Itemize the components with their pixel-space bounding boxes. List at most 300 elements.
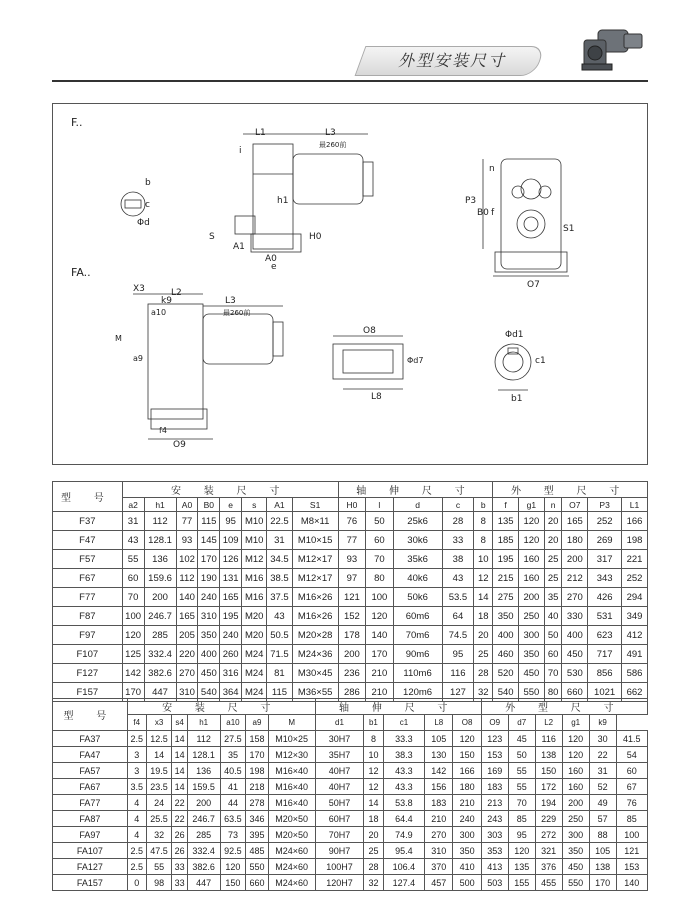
table-cell: 376 xyxy=(535,859,562,875)
model-header: 型 号 xyxy=(53,699,128,731)
table-cell: 28 xyxy=(364,859,383,875)
table-cell: 194 xyxy=(535,795,562,811)
table-cell: 25.5 xyxy=(146,811,172,827)
table-cell: 200 xyxy=(519,588,545,607)
table-cell: 145 xyxy=(198,531,220,550)
table-cell: 200 xyxy=(144,588,176,607)
table-cell: 35 xyxy=(544,588,562,607)
table-cell: 128.1 xyxy=(144,531,176,550)
gear-motor-icon xyxy=(576,22,646,74)
group-header: 轴 伸 尺 寸 xyxy=(338,482,493,498)
table-cell: 63.5 xyxy=(220,811,246,827)
label-k9: k9 xyxy=(161,296,172,306)
table-cell: 53.8 xyxy=(383,795,425,811)
table-cell: 120 xyxy=(366,607,393,626)
table-cell: 57 xyxy=(589,811,616,827)
table-cell: 2.5 xyxy=(127,731,146,747)
table-cell: 38.3 xyxy=(383,747,425,763)
table-cell: 531 xyxy=(588,607,622,626)
table-cell: 38 xyxy=(442,550,474,569)
label-a1: A1 xyxy=(233,242,245,252)
table-cell: 14 xyxy=(474,588,493,607)
table-cell: 350 xyxy=(562,843,589,859)
table-cell: 127.4 xyxy=(383,875,425,891)
table-cell: 77 xyxy=(176,512,198,531)
table-cell: M24×60 xyxy=(268,875,315,891)
table-cell: 67 xyxy=(616,779,647,795)
table-cell: M20 xyxy=(242,607,267,626)
label-h1: h1 xyxy=(277,196,289,206)
table-cell: 90H7 xyxy=(315,843,364,859)
column-header: S1 xyxy=(292,498,338,512)
table-cell: 43.3 xyxy=(383,779,425,795)
table-cell: 98 xyxy=(146,875,172,891)
table-cell: 200 xyxy=(187,795,220,811)
table-cell: 112 xyxy=(176,569,198,588)
table-cell: 105 xyxy=(589,843,616,859)
table-cell: 212 xyxy=(562,569,588,588)
technical-drawing xyxy=(52,103,648,465)
column-header: a2 xyxy=(122,498,144,512)
table-cell: 71.5 xyxy=(267,645,292,664)
table-cell: 123 xyxy=(481,731,508,747)
table-cell: 270 xyxy=(425,827,453,843)
table-cell: 210 xyxy=(366,664,393,683)
label-l1: L1 xyxy=(255,128,266,138)
table-cell: 93 xyxy=(338,550,365,569)
table-cell: 485 xyxy=(246,843,268,859)
table-cell: 310 xyxy=(425,843,453,859)
table-cell: 200 xyxy=(562,550,588,569)
label-h0: H0 xyxy=(309,232,322,242)
table-cell: 550 xyxy=(246,859,268,875)
table-cell: 34.5 xyxy=(267,550,292,569)
table-cell: M16×26 xyxy=(292,588,338,607)
table-row xyxy=(53,531,648,550)
table-cell: 24 xyxy=(146,795,172,811)
group-header: 外 型 尺 寸 xyxy=(493,482,648,498)
table-cell: 240 xyxy=(198,588,220,607)
table-cell: 165 xyxy=(220,588,242,607)
table-cell: M10 xyxy=(242,512,267,531)
table-cell: 400 xyxy=(198,645,220,664)
label-n: n xyxy=(489,164,495,174)
table-cell: 64 xyxy=(442,607,474,626)
table-cell: 60 xyxy=(366,531,393,550)
table-cell: 10 xyxy=(474,550,493,569)
table-cell: 185 xyxy=(493,531,519,550)
table-cell: 8 xyxy=(474,512,493,531)
table-row xyxy=(53,607,648,626)
table-cell: 50k6 xyxy=(393,588,442,607)
table-row xyxy=(53,626,648,645)
table-cell: M12×17 xyxy=(292,550,338,569)
table-cell: 120 xyxy=(508,843,535,859)
table-row xyxy=(53,664,648,683)
table-cell: 100 xyxy=(616,827,647,843)
table-cell: 31 xyxy=(122,512,144,531)
table-cell: 54 xyxy=(616,747,647,763)
table-cell: 3 xyxy=(127,763,146,779)
table-cell: 25 xyxy=(474,645,493,664)
table-cell: 269 xyxy=(588,531,622,550)
table-row xyxy=(53,588,648,607)
table-cell: 382.6 xyxy=(187,859,220,875)
table-cell: 160 xyxy=(562,779,589,795)
table-cell: 412 xyxy=(622,626,648,645)
table-cell: 110m6 xyxy=(393,664,442,683)
table-row xyxy=(53,747,648,763)
table-cell: 450 xyxy=(519,664,545,683)
table-cell: 20 xyxy=(474,626,493,645)
table-cell: 121 xyxy=(338,588,365,607)
table-cell: 88 xyxy=(589,827,616,843)
table-cell: 12 xyxy=(474,569,493,588)
table-cell: 23.5 xyxy=(146,779,172,795)
table-row xyxy=(53,843,648,859)
table-cell: 22 xyxy=(589,747,616,763)
label-l2: L2 xyxy=(171,288,182,298)
column-header: f4 xyxy=(127,715,146,731)
table-cell: 40H7 xyxy=(315,763,364,779)
table-cell: 395 xyxy=(246,827,268,843)
table-cell: 350 xyxy=(453,843,481,859)
group-header: 外 型 尺 寸 xyxy=(481,699,647,715)
table-cell: 717 xyxy=(588,645,622,664)
table-cell: 236 xyxy=(338,664,365,683)
label-max260b: 最260前 xyxy=(223,309,251,317)
table-cell: 165 xyxy=(176,607,198,626)
label-l3b: L3 xyxy=(225,296,236,306)
table-cell: 18 xyxy=(364,811,383,827)
table-cell: 159.6 xyxy=(144,569,176,588)
group-header-row xyxy=(53,482,648,498)
table-cell: 8 xyxy=(474,531,493,550)
model-cell: FA107 xyxy=(53,843,128,859)
table-cell: 220 xyxy=(176,645,198,664)
page-header xyxy=(0,0,690,90)
table-cell: 200 xyxy=(562,795,589,811)
table-cell: 450 xyxy=(562,859,589,875)
column-header: n xyxy=(544,498,562,512)
table-cell: 74.9 xyxy=(383,827,425,843)
table-cell: 158 xyxy=(246,731,268,747)
table-cell: 106.4 xyxy=(383,859,425,875)
table-cell: 0 xyxy=(127,875,146,891)
table-cell: 330 xyxy=(562,607,588,626)
label-e: e xyxy=(271,262,277,272)
table-cell: 120 xyxy=(220,859,246,875)
label-phid: Φd xyxy=(137,218,150,228)
table-cell: 112 xyxy=(144,512,176,531)
table-cell: 55 xyxy=(122,550,144,569)
table-cell: 426 xyxy=(588,588,622,607)
table-cell: 180 xyxy=(453,779,481,795)
table-cell: 60 xyxy=(616,763,647,779)
table-cell: 350 xyxy=(198,626,220,645)
column-header: d7 xyxy=(508,715,535,731)
table-cell: 14 xyxy=(146,747,172,763)
table-cell: 142 xyxy=(425,763,453,779)
table-cell: 195 xyxy=(493,550,519,569)
table-cell: 286 xyxy=(338,683,365,702)
table-cell: 12 xyxy=(364,779,383,795)
table-cell: 246.7 xyxy=(187,811,220,827)
header-rule xyxy=(52,80,648,82)
table-cell: 120H7 xyxy=(315,875,364,891)
table-cell: 198 xyxy=(622,531,648,550)
model-cell: FA37 xyxy=(53,731,128,747)
table-cell: 41 xyxy=(220,779,246,795)
group-header: 轴 伸 尺 寸 xyxy=(315,699,481,715)
table-cell: 856 xyxy=(588,664,622,683)
table-row xyxy=(53,763,648,779)
table-cell: 31 xyxy=(267,531,292,550)
table-cell: 25 xyxy=(544,569,562,588)
table-cell: 250 xyxy=(519,607,545,626)
table-cell: 27.5 xyxy=(220,731,246,747)
table-cell: 160 xyxy=(519,550,545,569)
table-cell: 131 xyxy=(220,569,242,588)
column-header: b1 xyxy=(364,715,383,731)
table-cell: 170 xyxy=(589,875,616,891)
table-cell: 77 xyxy=(338,531,365,550)
table-cell: 169 xyxy=(481,763,508,779)
table-cell: 112 xyxy=(187,731,220,747)
table-cell: 109 xyxy=(220,531,242,550)
table-cell: 4 xyxy=(127,811,146,827)
table-cell: 44 xyxy=(220,795,246,811)
table-cell: 70m6 xyxy=(393,626,442,645)
table-cell: 250 xyxy=(562,811,589,827)
table-cell: 170 xyxy=(246,747,268,763)
table-cell: 22 xyxy=(172,811,187,827)
model-cell: F47 xyxy=(53,531,123,550)
table-cell: 120m6 xyxy=(393,683,442,702)
table-cell: 19.5 xyxy=(146,763,172,779)
table-cell: 20 xyxy=(544,512,562,531)
table-cell: 60m6 xyxy=(393,607,442,626)
model-cell: FA127 xyxy=(53,859,128,875)
table-cell: 30 xyxy=(589,731,616,747)
label-i: i xyxy=(239,146,242,156)
model-header: 型 号 xyxy=(53,482,123,512)
table-cell: 165 xyxy=(562,512,588,531)
label-c: c xyxy=(145,200,150,210)
table-cell: 150 xyxy=(453,747,481,763)
table-cell: 660 xyxy=(562,683,588,702)
table-cell: M16 xyxy=(242,588,267,607)
page-title: 外型安装尺寸 xyxy=(397,51,506,70)
label-o8: O8 xyxy=(363,326,376,336)
table-cell: 31 xyxy=(589,763,616,779)
table-cell: 136 xyxy=(187,763,220,779)
table-cell: 43 xyxy=(122,531,144,550)
table-cell: M20×50 xyxy=(268,811,315,827)
table-cell: 126 xyxy=(220,550,242,569)
table-cell: 50 xyxy=(508,747,535,763)
table-cell: 18 xyxy=(474,607,493,626)
table-cell: 240 xyxy=(453,811,481,827)
table-cell: 153 xyxy=(616,859,647,875)
table-cell: 95.4 xyxy=(383,843,425,859)
label-o7: O7 xyxy=(527,280,540,290)
table-cell: 115 xyxy=(198,512,220,531)
table-cell: 310 xyxy=(176,683,198,702)
table-cell: 100 xyxy=(122,607,144,626)
table-cell: 353 xyxy=(481,843,508,859)
column-header: d xyxy=(393,498,442,512)
label-b0: B0 xyxy=(477,208,489,218)
table-cell: 180 xyxy=(562,531,588,550)
label-a0: A0 xyxy=(265,254,277,264)
table-cell: 70H7 xyxy=(315,827,364,843)
table-cell: 278 xyxy=(246,795,268,811)
table-cell: 60 xyxy=(544,645,562,664)
table-cell: 95 xyxy=(442,645,474,664)
table-cell: 135 xyxy=(493,512,519,531)
table-cell: 183 xyxy=(481,779,508,795)
table-cell: 127 xyxy=(442,683,474,702)
column-header: c xyxy=(442,498,474,512)
table-cell: 35k6 xyxy=(393,550,442,569)
table-cell: 85 xyxy=(616,811,647,827)
table-row xyxy=(53,795,648,811)
label-a9: a9 xyxy=(133,354,143,363)
table-cell: 321 xyxy=(535,843,562,859)
table-row xyxy=(53,731,648,747)
table-cell: 33 xyxy=(442,531,474,550)
table-row xyxy=(53,645,648,664)
group-header: 安 装 尺 寸 xyxy=(127,699,315,715)
model-cell: F77 xyxy=(53,588,123,607)
table-cell: 343 xyxy=(588,569,622,588)
table-cell: 303 xyxy=(481,827,508,843)
table-cell: 285 xyxy=(144,626,176,645)
table-cell: M24×60 xyxy=(268,859,315,875)
column-header: H0 xyxy=(338,498,365,512)
table-cell: 76 xyxy=(338,512,365,531)
table-cell: 447 xyxy=(187,875,220,891)
column-header: O8 xyxy=(453,715,481,731)
group-header: 安 装 尺 寸 xyxy=(122,482,338,498)
table-cell: 10 xyxy=(364,747,383,763)
table-cell: 300 xyxy=(519,626,545,645)
table-cell: 80 xyxy=(366,569,393,588)
table-cell: 178 xyxy=(338,626,365,645)
fa-dimension-table xyxy=(52,698,648,891)
table-cell: 198 xyxy=(246,763,268,779)
table-cell: 26 xyxy=(172,843,187,859)
table-cell: 346 xyxy=(246,811,268,827)
table-cell: 120 xyxy=(562,747,589,763)
table-cell: 364 xyxy=(220,683,242,702)
table-cell: 128.1 xyxy=(187,747,220,763)
table-cell: 190 xyxy=(198,569,220,588)
table-cell: 20 xyxy=(544,531,562,550)
table-cell: 14 xyxy=(172,779,187,795)
model-cell: F157 xyxy=(53,683,123,702)
table-cell: 156 xyxy=(425,779,453,795)
table-cell: 41.5 xyxy=(616,731,647,747)
table-cell: M24 xyxy=(242,683,267,702)
table-cell: 140 xyxy=(366,626,393,645)
table-cell: 20 xyxy=(364,827,383,843)
table-cell: M30×45 xyxy=(292,664,338,683)
table-cell: 413 xyxy=(481,859,508,875)
table-cell: 102 xyxy=(176,550,198,569)
table-cell: 55 xyxy=(508,779,535,795)
table-cell: 195 xyxy=(220,607,242,626)
table-cell: M24 xyxy=(242,664,267,683)
table-cell: 455 xyxy=(535,875,562,891)
table-cell: 30k6 xyxy=(393,531,442,550)
table-cell: 135 xyxy=(508,859,535,875)
column-header: L2 xyxy=(535,715,562,731)
table-cell: 32 xyxy=(474,683,493,702)
column-header: h1 xyxy=(187,715,220,731)
table-cell: 38.5 xyxy=(267,569,292,588)
column-header: B0 xyxy=(198,498,220,512)
model-cell: FA157 xyxy=(53,875,128,891)
table-cell: 50 xyxy=(544,626,562,645)
table-cell: 28 xyxy=(442,512,474,531)
table-cell: 332.4 xyxy=(187,843,220,859)
table-cell: 40 xyxy=(544,607,562,626)
model-cell: FA77 xyxy=(53,795,128,811)
table-cell: 70 xyxy=(366,550,393,569)
table-cell: 586 xyxy=(622,664,648,683)
table-cell: 1021 xyxy=(588,683,622,702)
table-cell: 45 xyxy=(508,731,535,747)
label-c1: c1 xyxy=(535,356,546,366)
table-cell: 213 xyxy=(481,795,508,811)
column-header: c1 xyxy=(383,715,425,731)
table-cell: M24×36 xyxy=(292,645,338,664)
table-cell: 70 xyxy=(508,795,535,811)
table-cell: 370 xyxy=(425,859,453,875)
table-cell: 503 xyxy=(481,875,508,891)
model-cell: FA87 xyxy=(53,811,128,827)
table-cell: 125 xyxy=(122,645,144,664)
column-header: A1 xyxy=(267,498,292,512)
table-row xyxy=(53,827,648,843)
table-cell: 550 xyxy=(562,875,589,891)
column-header: k9 xyxy=(589,715,616,731)
table-cell: 12.5 xyxy=(146,731,172,747)
table-cell: 155 xyxy=(508,875,535,891)
table-cell: 130 xyxy=(425,747,453,763)
label-f4: f4 xyxy=(159,426,167,435)
table-cell: 25 xyxy=(544,550,562,569)
label-f: F.. xyxy=(71,116,83,129)
table-cell: 33.3 xyxy=(383,731,425,747)
table-cell: 160 xyxy=(562,763,589,779)
table-cell: 246.7 xyxy=(144,607,176,626)
table-cell: 491 xyxy=(622,645,648,664)
table-cell: 210 xyxy=(425,811,453,827)
label-b: b xyxy=(145,178,151,188)
table-cell: 229 xyxy=(535,811,562,827)
table-cell: 76 xyxy=(616,795,647,811)
table-cell: 170 xyxy=(198,550,220,569)
column-header: L1 xyxy=(622,498,648,512)
table-cell: 500 xyxy=(453,875,481,891)
table-cell: M36×55 xyxy=(292,683,338,702)
table-cell: 43.3 xyxy=(383,763,425,779)
table-cell: 200 xyxy=(338,645,365,664)
model-cell: F97 xyxy=(53,626,123,645)
